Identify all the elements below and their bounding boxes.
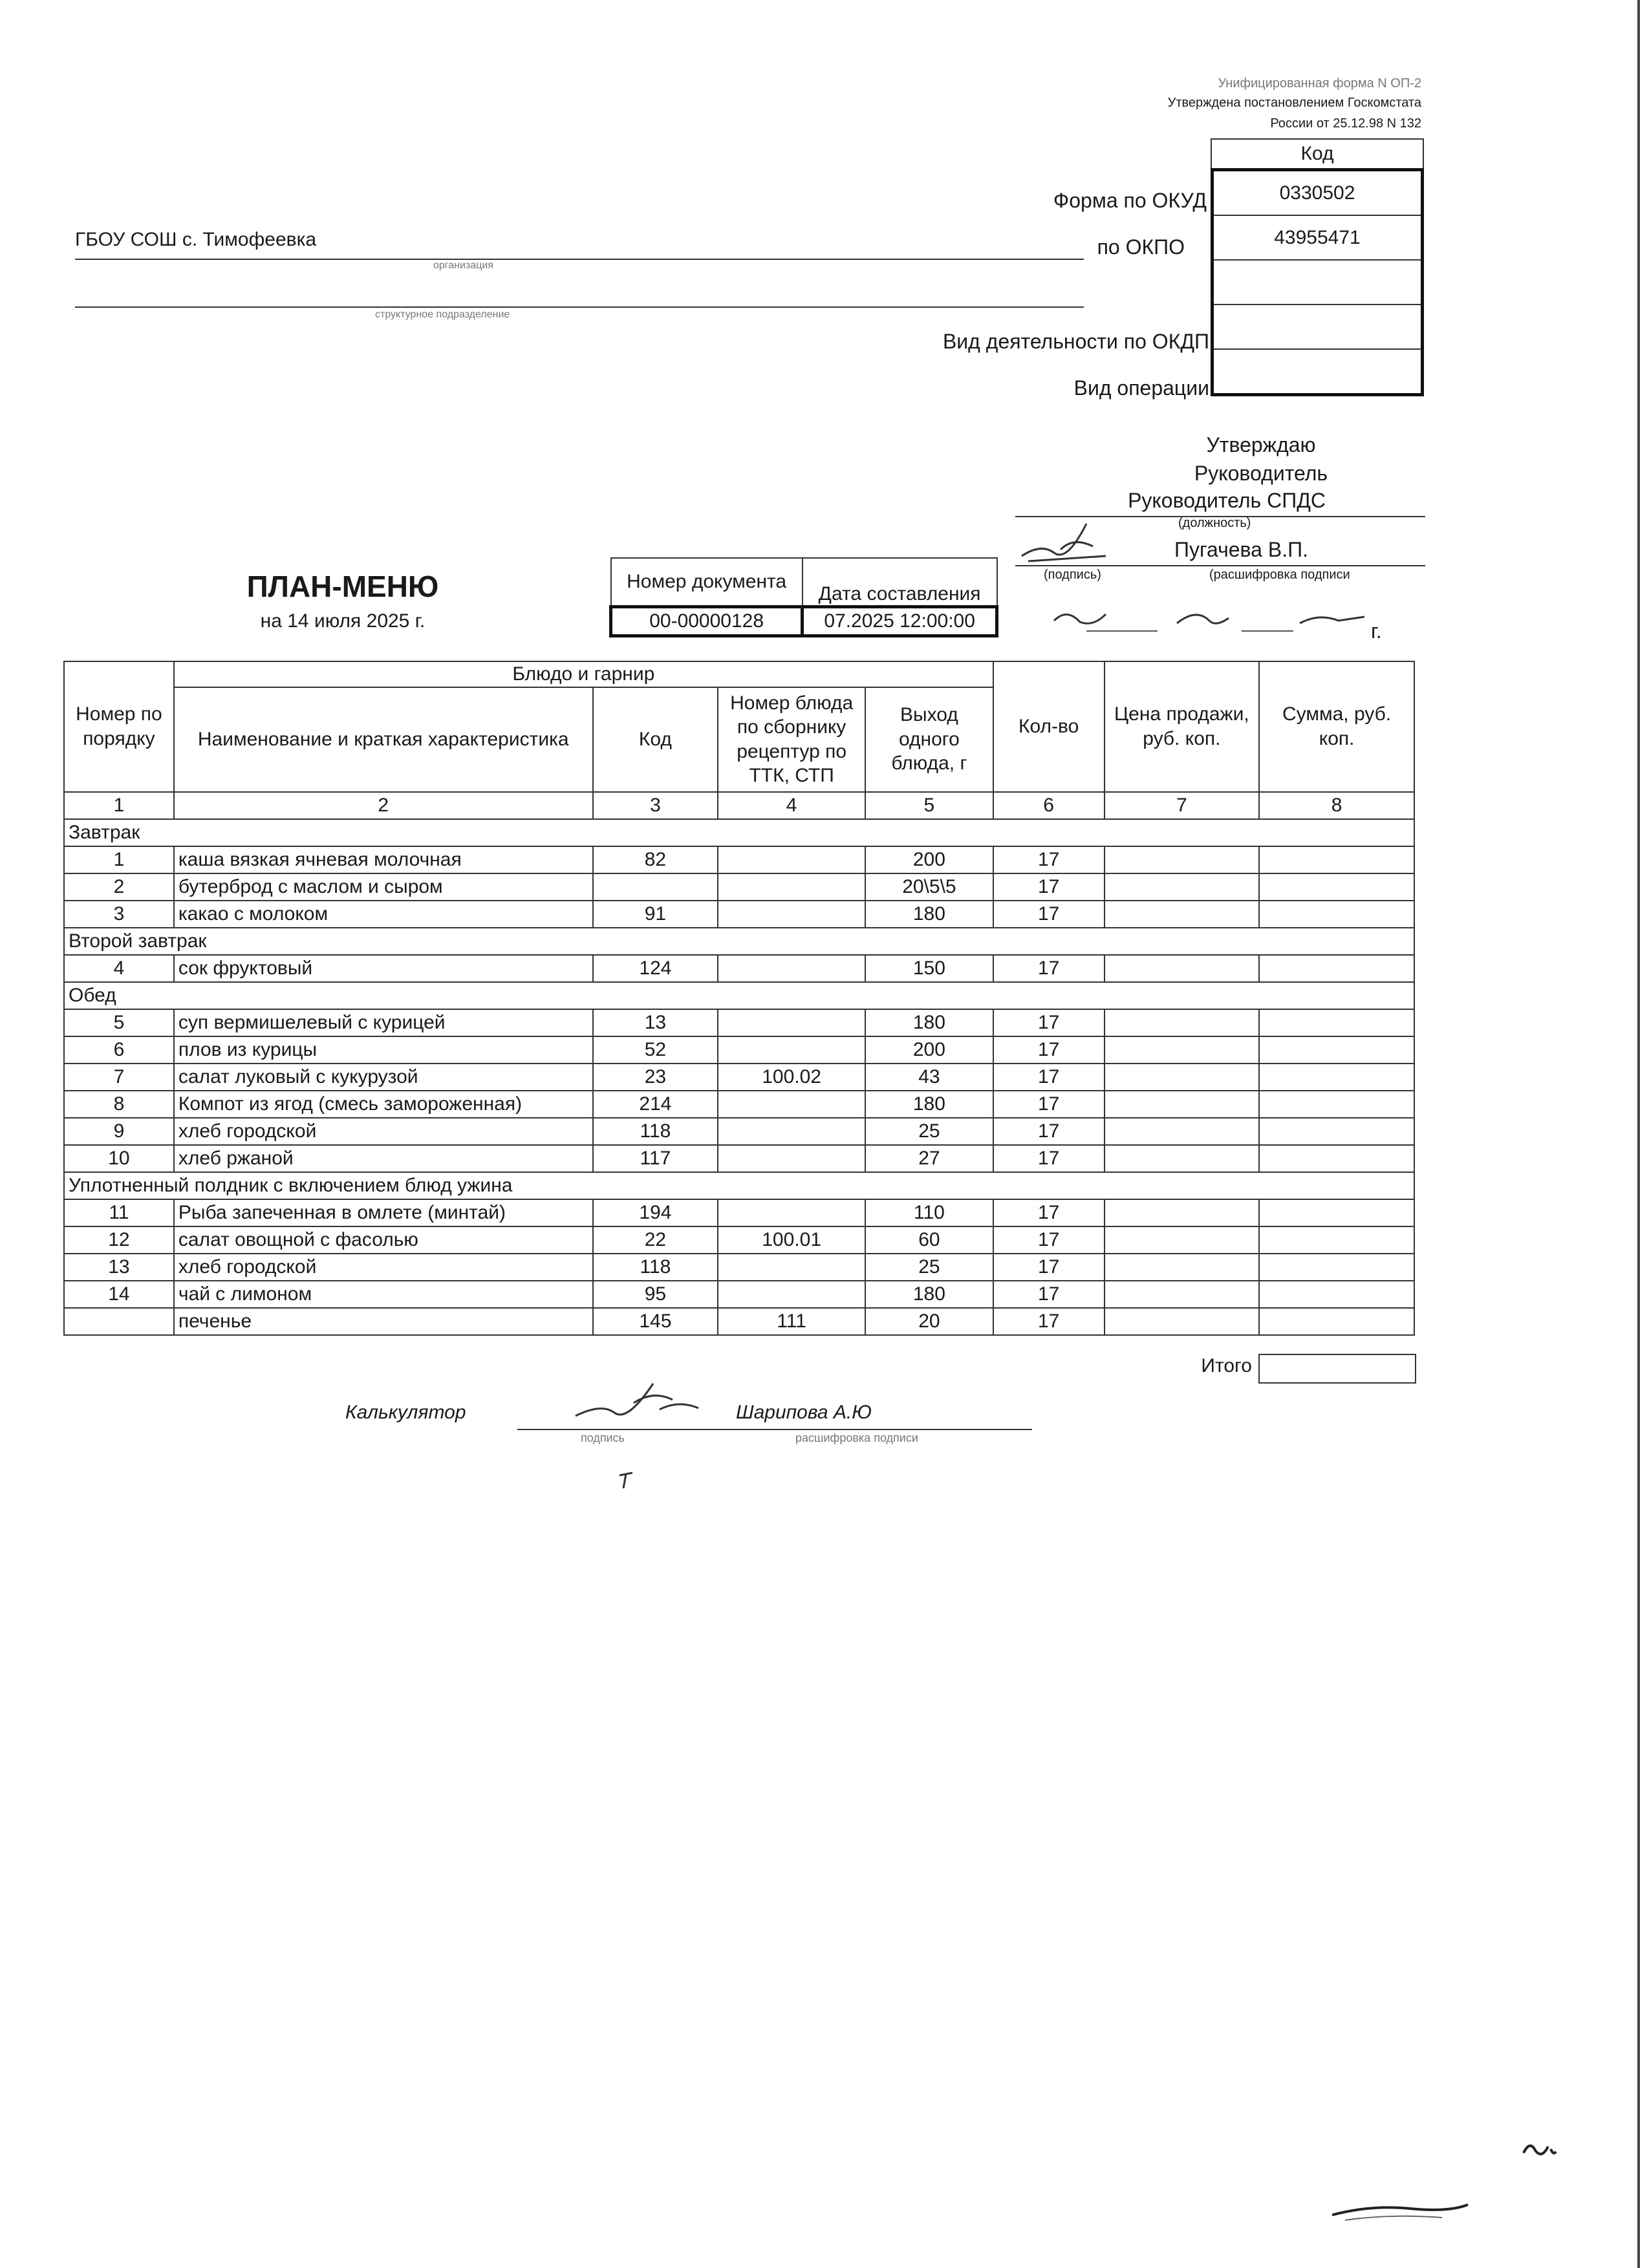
table-row bbox=[64, 1226, 1414, 1254]
row-qty: 17 bbox=[993, 1199, 1105, 1226]
header-code: Код bbox=[593, 687, 718, 792]
row-recipe bbox=[718, 955, 865, 982]
row-output: 180 bbox=[865, 1281, 993, 1308]
row-code: 194 bbox=[593, 1199, 718, 1226]
row-sum bbox=[1259, 1226, 1414, 1254]
section-title: Завтрак bbox=[64, 819, 1414, 846]
row-code: 214 bbox=[593, 1091, 718, 1118]
table-row bbox=[64, 1254, 1414, 1281]
row-name: суп вермишелевый с курицей bbox=[174, 1009, 593, 1036]
row-qty: 17 bbox=[993, 1145, 1105, 1172]
row-code: 124 bbox=[593, 955, 718, 982]
header-sum: Сумма, руб. коп. bbox=[1259, 661, 1414, 792]
row-num: 11 bbox=[64, 1199, 174, 1226]
table-row bbox=[64, 1036, 1414, 1064]
row-sum bbox=[1259, 1281, 1414, 1308]
table-row bbox=[64, 1145, 1414, 1172]
section-title: Уплотненный полдник с включением блюд ужина bbox=[64, 1172, 1414, 1199]
row-recipe bbox=[718, 1009, 865, 1036]
row-recipe bbox=[718, 901, 865, 928]
row-num: 14 bbox=[64, 1281, 174, 1308]
row-output: 180 bbox=[865, 1009, 993, 1036]
row-num: 1 bbox=[64, 846, 174, 873]
row-sum bbox=[1259, 1118, 1414, 1145]
column-index-row bbox=[64, 792, 1414, 819]
column-index: 5 bbox=[865, 792, 993, 819]
row-num: 6 bbox=[64, 1036, 174, 1064]
row-recipe bbox=[718, 846, 865, 873]
row-qty: 17 bbox=[993, 1226, 1105, 1254]
row-price bbox=[1105, 1036, 1260, 1064]
row-name: салат овощной с фасолью bbox=[174, 1226, 593, 1254]
row-name: салат луковый с кукурузой bbox=[174, 1064, 593, 1091]
row-num: 5 bbox=[64, 1009, 174, 1036]
calculator-name-caption: расшифровка подписи bbox=[795, 1431, 918, 1444]
row-num: 2 bbox=[64, 873, 174, 901]
row-output: 43 bbox=[865, 1064, 993, 1091]
header-name: Наименование и краткая характеристика bbox=[174, 687, 593, 792]
pen-mark bbox=[614, 1468, 640, 1493]
table-row bbox=[64, 1009, 1414, 1036]
row-num: 12 bbox=[64, 1226, 174, 1254]
row-name: каша вязкая ячневая молочная bbox=[174, 846, 593, 873]
calculator-signature-caption: подпись bbox=[581, 1431, 625, 1444]
row-code: 23 bbox=[593, 1064, 718, 1091]
row-sum bbox=[1259, 1064, 1414, 1091]
row-code: 91 bbox=[593, 901, 718, 928]
position-caption: (должность) bbox=[1178, 516, 1251, 530]
row-code: 22 bbox=[593, 1226, 718, 1254]
row-qty: 17 bbox=[993, 901, 1105, 928]
row-name: хлеб городской bbox=[174, 1254, 593, 1281]
row-qty: 17 bbox=[993, 1091, 1105, 1118]
row-price bbox=[1105, 1091, 1260, 1118]
menu-table bbox=[63, 661, 1415, 1336]
row-code: 117 bbox=[593, 1145, 718, 1172]
row-code: 145 bbox=[593, 1308, 718, 1335]
person-caption: (расшифровка подписи bbox=[1209, 568, 1350, 582]
row-code: 118 bbox=[593, 1118, 718, 1145]
row-price bbox=[1105, 1064, 1260, 1091]
table-row bbox=[64, 1064, 1414, 1091]
director-signature-image bbox=[1015, 511, 1119, 569]
row-qty: 17 bbox=[993, 1036, 1105, 1064]
row-output: 25 bbox=[865, 1254, 993, 1281]
row-sum bbox=[1259, 873, 1414, 901]
row-recipe: 100.01 bbox=[718, 1226, 865, 1254]
approval-title: Утверждаю bbox=[1206, 433, 1316, 456]
approval-position: Руководитель СПДС bbox=[1128, 489, 1326, 512]
document-number-value: 00-00000128 bbox=[611, 607, 803, 636]
approval-person: Пугачева В.П. bbox=[1174, 538, 1308, 561]
row-recipe bbox=[718, 1118, 865, 1145]
row-qty: 17 bbox=[993, 873, 1105, 901]
row-sum bbox=[1259, 1009, 1414, 1036]
row-price bbox=[1105, 1118, 1260, 1145]
row-price bbox=[1105, 1009, 1260, 1036]
row-output: 60 bbox=[865, 1226, 993, 1254]
row-output: 27 bbox=[865, 1145, 993, 1172]
row-price bbox=[1105, 1199, 1260, 1226]
row-output: 20\5\5 bbox=[865, 873, 993, 901]
year-suffix: г. bbox=[1371, 619, 1382, 643]
table-row bbox=[64, 1199, 1414, 1226]
row-price bbox=[1105, 1226, 1260, 1254]
form-header-line3: России от 25.12.98 N 132 bbox=[1270, 116, 1421, 131]
row-num bbox=[64, 1308, 174, 1335]
organization-name: ГБОУ СОШ с. Тимофеевка bbox=[75, 229, 317, 250]
row-qty: 17 bbox=[993, 1308, 1105, 1335]
row-price bbox=[1105, 846, 1260, 873]
row-price bbox=[1105, 1308, 1260, 1335]
section-title: Второй завтрак bbox=[64, 928, 1414, 955]
row-price bbox=[1105, 1254, 1260, 1281]
row-price bbox=[1105, 955, 1260, 982]
table-row bbox=[64, 1281, 1414, 1308]
column-index: 8 bbox=[1259, 792, 1414, 819]
row-sum bbox=[1259, 1145, 1414, 1172]
row-name: Рыба запеченная в омлете (минтай) bbox=[174, 1199, 593, 1226]
header-output: Выход одного блюда, г bbox=[865, 687, 993, 792]
row-name: хлеб городской bbox=[174, 1118, 593, 1145]
row-code: 13 bbox=[593, 1009, 718, 1036]
row-qty: 17 bbox=[993, 1281, 1105, 1308]
row-name: сок фруктовый bbox=[174, 955, 593, 982]
page-title: ПЛАН-МЕНЮ bbox=[246, 570, 439, 603]
calculator-name-underline bbox=[731, 1429, 1032, 1430]
header-recipe: Номер блюда по сборнику рецептур по ТТК, СТП bbox=[718, 687, 865, 792]
approval-role: Руководитель bbox=[1194, 462, 1328, 485]
row-qty: 17 bbox=[993, 1118, 1105, 1145]
row-name: хлеб ржаной bbox=[174, 1145, 593, 1172]
row-output: 180 bbox=[865, 1091, 993, 1118]
column-index: 3 bbox=[593, 792, 718, 819]
okdp-label: Вид деятельности по ОКДП bbox=[942, 330, 1209, 353]
row-num: 7 bbox=[64, 1064, 174, 1091]
row-output: 150 bbox=[865, 955, 993, 982]
division-caption: структурное подразделение bbox=[375, 309, 510, 320]
header-price: Цена продажи, руб. коп. bbox=[1105, 661, 1260, 792]
total-label: Итого bbox=[1201, 1355, 1252, 1376]
column-index: 1 bbox=[64, 792, 174, 819]
page-subtitle: на 14 июля 2025 г. bbox=[260, 610, 426, 632]
okpo-label: по ОКПО bbox=[1097, 235, 1185, 259]
row-sum bbox=[1259, 1091, 1414, 1118]
row-qty: 17 bbox=[993, 1254, 1105, 1281]
okud-label: Форма по ОКУД bbox=[1053, 189, 1207, 212]
pen-mark bbox=[1520, 2134, 1558, 2166]
table-row bbox=[64, 901, 1414, 928]
okpo-value: 43955471 bbox=[1214, 216, 1421, 261]
row-recipe: 100.02 bbox=[718, 1064, 865, 1091]
row-name: чай с лимоном bbox=[174, 1281, 593, 1308]
header-qty: Кол-во bbox=[993, 661, 1105, 792]
row-name: печенье bbox=[174, 1308, 593, 1335]
row-recipe: 111 bbox=[718, 1308, 865, 1335]
document-date-label: Дата составления bbox=[803, 558, 997, 607]
row-sum bbox=[1259, 1254, 1414, 1281]
row-code: 118 bbox=[593, 1254, 718, 1281]
row-output: 180 bbox=[865, 901, 993, 928]
header-group: Блюдо и гарнир bbox=[174, 661, 993, 687]
pen-mark bbox=[1319, 2192, 1474, 2231]
document-number-label: Номер документа bbox=[611, 558, 803, 607]
row-price bbox=[1105, 901, 1260, 928]
calculator-signature-image bbox=[563, 1364, 711, 1435]
row-price bbox=[1105, 1145, 1260, 1172]
row-sum bbox=[1259, 901, 1414, 928]
table-row bbox=[64, 873, 1414, 901]
document-date-value: 07.2025 12:00:00 bbox=[803, 607, 997, 636]
row-output: 200 bbox=[865, 1036, 993, 1064]
row-recipe bbox=[718, 873, 865, 901]
calculator-label: Калькулятор bbox=[345, 1402, 466, 1423]
row-qty: 17 bbox=[993, 1009, 1105, 1036]
row-code: 82 bbox=[593, 846, 718, 873]
code-header: Код bbox=[1211, 138, 1424, 168]
table-row bbox=[64, 1308, 1414, 1335]
calculator-name: Шарипова А.Ю bbox=[736, 1402, 872, 1423]
row-num: 8 bbox=[64, 1091, 174, 1118]
row-num: 10 bbox=[64, 1145, 174, 1172]
blank-code-cell bbox=[1214, 261, 1421, 305]
column-index: 7 bbox=[1105, 792, 1260, 819]
table-row bbox=[64, 1091, 1414, 1118]
row-recipe bbox=[718, 1281, 865, 1308]
row-qty: 17 bbox=[993, 955, 1105, 982]
row-recipe bbox=[718, 1199, 865, 1226]
row-num: 4 bbox=[64, 955, 174, 982]
column-index: 6 bbox=[993, 792, 1105, 819]
row-code bbox=[593, 873, 718, 901]
scan-edge-shadow bbox=[1637, 0, 1640, 2268]
row-recipe bbox=[718, 1254, 865, 1281]
row-name: плов из курицы bbox=[174, 1036, 593, 1064]
row-output: 20 bbox=[865, 1308, 993, 1335]
column-index: 4 bbox=[718, 792, 865, 819]
row-price bbox=[1105, 873, 1260, 901]
row-sum bbox=[1259, 1308, 1414, 1335]
row-name: какао с молоком bbox=[174, 901, 593, 928]
total-value bbox=[1258, 1354, 1416, 1384]
row-name: Компот из ягод (смесь замороженная) bbox=[174, 1091, 593, 1118]
document-box bbox=[609, 557, 998, 637]
row-name: бутерброд с маслом и сыром bbox=[174, 873, 593, 901]
row-num: 9 bbox=[64, 1118, 174, 1145]
row-price bbox=[1105, 1281, 1260, 1308]
row-recipe bbox=[718, 1145, 865, 1172]
form-header-line1: Унифицированная форма N ОП-2 bbox=[1218, 76, 1421, 91]
organization-underline bbox=[75, 259, 1084, 260]
row-recipe bbox=[718, 1036, 865, 1064]
signature-caption: (подпись) bbox=[1044, 568, 1101, 582]
section-title: Обед bbox=[64, 982, 1414, 1009]
table-row bbox=[64, 846, 1414, 873]
row-sum bbox=[1259, 955, 1414, 982]
operation-value bbox=[1214, 350, 1421, 393]
code-box bbox=[1211, 138, 1424, 396]
table-row bbox=[64, 1118, 1414, 1145]
organization-caption: организация bbox=[433, 260, 493, 271]
calculator-signature-underline bbox=[517, 1429, 737, 1430]
row-output: 110 bbox=[865, 1199, 993, 1226]
column-index: 2 bbox=[174, 792, 593, 819]
handwritten-date-image bbox=[1048, 601, 1410, 640]
row-num: 3 bbox=[64, 901, 174, 928]
table-row bbox=[64, 955, 1414, 982]
row-code: 95 bbox=[593, 1281, 718, 1308]
operation-label: Вид операции bbox=[1073, 376, 1209, 400]
row-output: 25 bbox=[865, 1118, 993, 1145]
row-output: 200 bbox=[865, 846, 993, 873]
row-sum bbox=[1259, 1199, 1414, 1226]
row-qty: 17 bbox=[993, 846, 1105, 873]
form-header-line2: Утверждена постановлением Госкомстата bbox=[1167, 96, 1421, 110]
row-qty: 17 bbox=[993, 1064, 1105, 1091]
okud-value: 0330502 bbox=[1214, 171, 1421, 216]
division-underline bbox=[75, 306, 1084, 308]
row-sum bbox=[1259, 846, 1414, 873]
row-num: 13 bbox=[64, 1254, 174, 1281]
header-num: Номер по порядку bbox=[64, 661, 174, 792]
okdp-value bbox=[1214, 305, 1421, 350]
row-sum bbox=[1259, 1036, 1414, 1064]
row-code: 52 bbox=[593, 1036, 718, 1064]
row-recipe bbox=[718, 1091, 865, 1118]
